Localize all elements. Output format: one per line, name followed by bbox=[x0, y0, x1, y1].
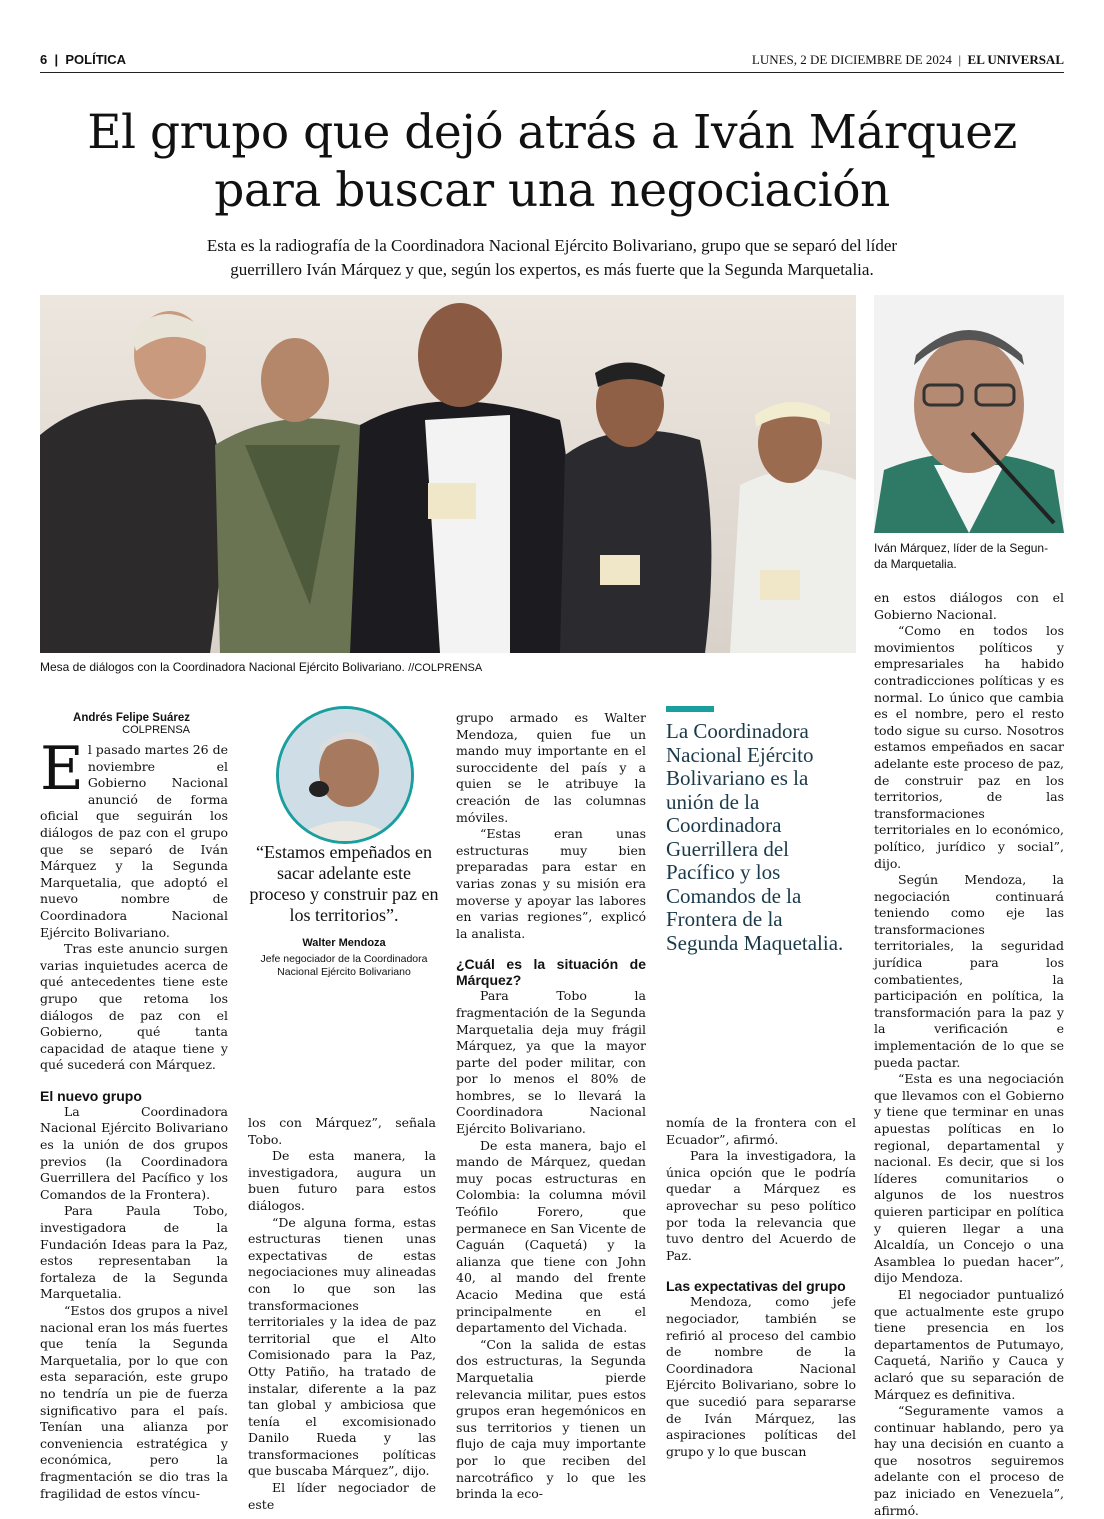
byline-author: Andrés Felipe Suárez bbox=[73, 712, 190, 724]
col1-paragraph-2: Tras este anuncio surgen varias inquietudes acerca de qué antecedentes tiene este grupo que retoma los diálogos de paz con el Gobierno, qué tanta capacidad de ataque tiene y qué sucederá con Márquez. bbox=[40, 941, 228, 1073]
headline bbox=[40, 104, 1064, 220]
subhead-nuevo-grupo: El nuevo grupo bbox=[40, 1087, 142, 1104]
col1-paragraph-4: Para Paula Tobo, investigadora de la Fundación Ideas para la Paz, estos representaban la fortaleza de la Segunda Marquetalia. bbox=[40, 1203, 228, 1302]
section-name: POLÍTICA bbox=[65, 52, 127, 67]
issue-date: LUNES, 2 DE DICIEMBRE DE 2024 bbox=[751, 52, 952, 67]
subhead-expectativas: Las expectativas del grupo bbox=[666, 1278, 846, 1295]
header-separator: | bbox=[50, 52, 62, 67]
column-2 bbox=[248, 1115, 436, 1513]
quote-portrait-image bbox=[279, 709, 411, 841]
header-rule bbox=[40, 72, 1064, 73]
col4-paragraph-1: nomía de la frontera con el Ecuador”, afirmó. bbox=[666, 1115, 856, 1147]
main-photo-caption-text: Mesa de diálogos con la Coordinadora Nacional Ejército Bolivariano. bbox=[40, 660, 405, 674]
col3-paragraph-5: “Con la salida de estas dos estructuras, la Segunda Marquetalia pierde relevancia militar, pues estos grupos eran hegemónicos en sus territorios y tienen un flujo de caja muy importante por lo que reciben del narcotráfico y lo que les brinda la eco- bbox=[456, 1336, 646, 1502]
subhead-situacion-marquez: ¿Cuál es la situación de Márquez? bbox=[456, 956, 646, 989]
page-header-right bbox=[752, 52, 1064, 68]
quote-text: “Estamos empeñados en sacar adelante este proceso y construir paz en los territorios”. bbox=[249, 842, 439, 925]
side-photo-caption-line-2: da Marquetalia. bbox=[874, 557, 957, 571]
main-photo-caption bbox=[40, 659, 482, 677]
headline-line-1: El grupo que dejó atrás a Iván Márquez bbox=[87, 105, 1017, 160]
side-photo bbox=[874, 295, 1064, 533]
headline-line-2: para buscar una negociación bbox=[214, 163, 890, 218]
main-photo-credit: //COLPRENSA bbox=[408, 662, 483, 674]
col1-p1-text: l pasado martes 26 de noviembre el Gobierno Nacional anunció de forma oficial que seguirán los diálogos de paz con el grupo que se separó de Iván Márquez y la Segunda Marquetalia, que adoptó el nuevo nombre de Coordinadora Nacional Ejército Bolivariano. bbox=[40, 742, 228, 940]
quote-role-line-1: Jefe negociador de la Coordinadora bbox=[260, 953, 428, 965]
column-5 bbox=[874, 590, 1064, 1519]
column-3 bbox=[456, 710, 646, 1503]
col4-paragraph-3: Mendoza, como jefe negociador, también se refirió al proceso del cambio de nombre de la Coordinadora Nacional Ejército Bolivariano, sobre lo que sucedió para separarse de Iván Márquez, las aspiraciones políticas del grupo y lo que buscan bbox=[666, 1294, 856, 1459]
header-separator-2: | bbox=[955, 52, 965, 67]
byline-agency: COLPRENSA bbox=[122, 724, 190, 736]
col3-paragraph-4: De esta manera, bajo el mando de Márquez, quedan muy pocas estructuras en Colombia: la columna móvil Teófilo Forero, que permanece en San Vicente de Caguán (Caquetá) y la alianza que tiene con John 40, al mando del frente Acacio Medina que está principalmente en el departamento del Vichada. bbox=[456, 1137, 646, 1336]
side-photo-caption-line-1: Iván Márquez, líder de la Segun- bbox=[874, 541, 1049, 555]
col5-paragraph-1: en estos diálogos con el Gobierno Nacional. bbox=[874, 590, 1064, 622]
col3-paragraph-3: Para Tobo la fragmentación de la Segunda Marquetalia deja muy frágil Márquez, ya que la mayor parte del poder militar, con por lo menos el 80% de hombres, se lo llevará la Coordinadora Nacional Ejército Bolivariano. bbox=[456, 988, 646, 1137]
col3-paragraph-1: grupo armado es Walter Mendoza, quien fue un mando muy importante en el suroccidente del país y a quien se le atribuye la creación de las columnas móviles. bbox=[456, 710, 646, 825]
col2-paragraph-1: los con Márquez”, señala Tobo. bbox=[248, 1115, 436, 1147]
quote-role-line-2: Nacional Ejército Bolivariano bbox=[277, 966, 411, 978]
column-4 bbox=[666, 1115, 856, 1460]
col1-paragraph-1 bbox=[40, 734, 228, 941]
column-1 bbox=[40, 734, 228, 1502]
col1-paragraph-5: “Estos dos grupos a nivel nacional eran los más fuertes que tenía la Segunda Marquetalia, por lo que con esta separación, este grupo no tendría un pie de fuerza significativo para el país. Tenían una alianza por conveniencia estratégica y económica, pero la fragmentación se dio tras la fragilidad de estos víncu- bbox=[40, 1303, 228, 1501]
col5-paragraph-2: “Como en todos los movimientos políticos y empresariales ha habido contradicciones políticas y es normal. Lo único que cambia es el nombre, pero el resto todo sigue su curso. Nosotros estamos empeñados en sacar adelante este proceso de paz, de construir paz en los territorios, de las transformaciones territoriales en lo económico, político, jurídico y social”, dijo. bbox=[874, 623, 1064, 871]
col5-paragraph-5: El negociador puntualizó que actualmente este grupo tiene presencia en los departamentos de Putumayo, Caquetá, Nariño y Cauca y aclaró que su separación de Márquez es definitiva. bbox=[874, 1286, 1064, 1402]
deck-line-1: Esta es la radiografía de la Coordinadora Nacional Ejército Bolivariano, grupo que se separó del líder bbox=[206, 236, 898, 255]
quote-portrait bbox=[276, 706, 414, 844]
col5-paragraph-3: Según Mendoza, la negociación continuará teniendo como eje las transformaciones territoriales, la seguridad jurídica para los combatientes, la participación en política, la transformación para la paz y la verificación e implementación de lo que se pueda pactar. bbox=[874, 872, 1064, 1070]
byline bbox=[40, 712, 190, 736]
side-photo-image bbox=[874, 295, 1064, 533]
pullquote-accent-bar bbox=[666, 706, 714, 712]
col4-paragraph-2: Para la investigadora, la única opción que le podría quedar a Márquez es aprovechar su peso político por toda la relevancia que tuvo dentro del Acuerdo de Paz. bbox=[666, 1148, 856, 1263]
deck bbox=[130, 234, 974, 282]
main-photo-image bbox=[40, 295, 856, 653]
col2-paragraph-3: “De alguna forma, estas estructuras tienen unas expectativas de estas negociaciones muy alineadas con lo que son las transformaciones territoriales y la idea de paz territorial que el Alto Comisionado para la Paz, Otty Patiño, ha tratado de instalar, diferente a la paz tan global y ambiciosa que tenía el excomisionado Danilo Rueda y las transformaciones políticas que buscaba Márquez”, dijo. bbox=[248, 1214, 436, 1479]
quote-role bbox=[248, 953, 440, 979]
col1-paragraph-3: La Coordinadora Nacional Ejército Bolivariano es la unión de dos grupos previos (la Coordinadora Guerrillera del Pacífico y los Comandos de la Frontera). bbox=[40, 1103, 228, 1202]
pullquote: La Coordinadora Nacional Ejército Bolivariano es la unión de la Coordinadora Guerrillera del Pacífico y los Comandos de la Frontera de la Segunda Maquetalia. bbox=[666, 719, 844, 955]
newspaper-name: EL UNIVERSAL bbox=[967, 52, 1064, 67]
drop-cap: E bbox=[40, 734, 84, 804]
main-photo bbox=[40, 295, 856, 653]
quote-name: Walter Mendoza bbox=[302, 937, 386, 949]
deck-line-2: guerrillero Iván Márquez y que, según los expertos, es más fuerte que la Segunda Marquetalia. bbox=[230, 260, 874, 279]
col2-paragraph-4: El líder negociador de este bbox=[248, 1480, 436, 1512]
side-photo-caption bbox=[874, 540, 1064, 572]
col3-paragraph-2: “Estas eran unas estructuras muy bien preparadas para estar en varias zonas y su misión era moverse y apoyar las labores en varias regiones”, explicó la analista. bbox=[456, 826, 646, 941]
page-number: 6 bbox=[40, 52, 48, 67]
page-header-left bbox=[40, 52, 126, 67]
col5-paragraph-4: “Esta es una negociación que llevamos con el Gobierno y tiene que terminar en unas apuestas políticas en lo regional, departamental y nacional. Es decir, que si los líderes comunitarios o algunos de los nuestros quieren participar en política y quieren llegar a una Alcaldía, un Concejo o una Asamblea lo puedan hacer”, dijo Mendoza. bbox=[874, 1071, 1064, 1286]
col2-paragraph-2: De esta manera, la investigadora, augura un buen futuro para estos diálogos. bbox=[248, 1148, 436, 1213]
col5-paragraph-6: “Seguramente vamos a continuar hablando, pero ya hay una decisión en cuanto a que nosotros seguiremos adelante con el proceso de paz iniciado en Venezuela”, afirmó. bbox=[874, 1403, 1064, 1518]
